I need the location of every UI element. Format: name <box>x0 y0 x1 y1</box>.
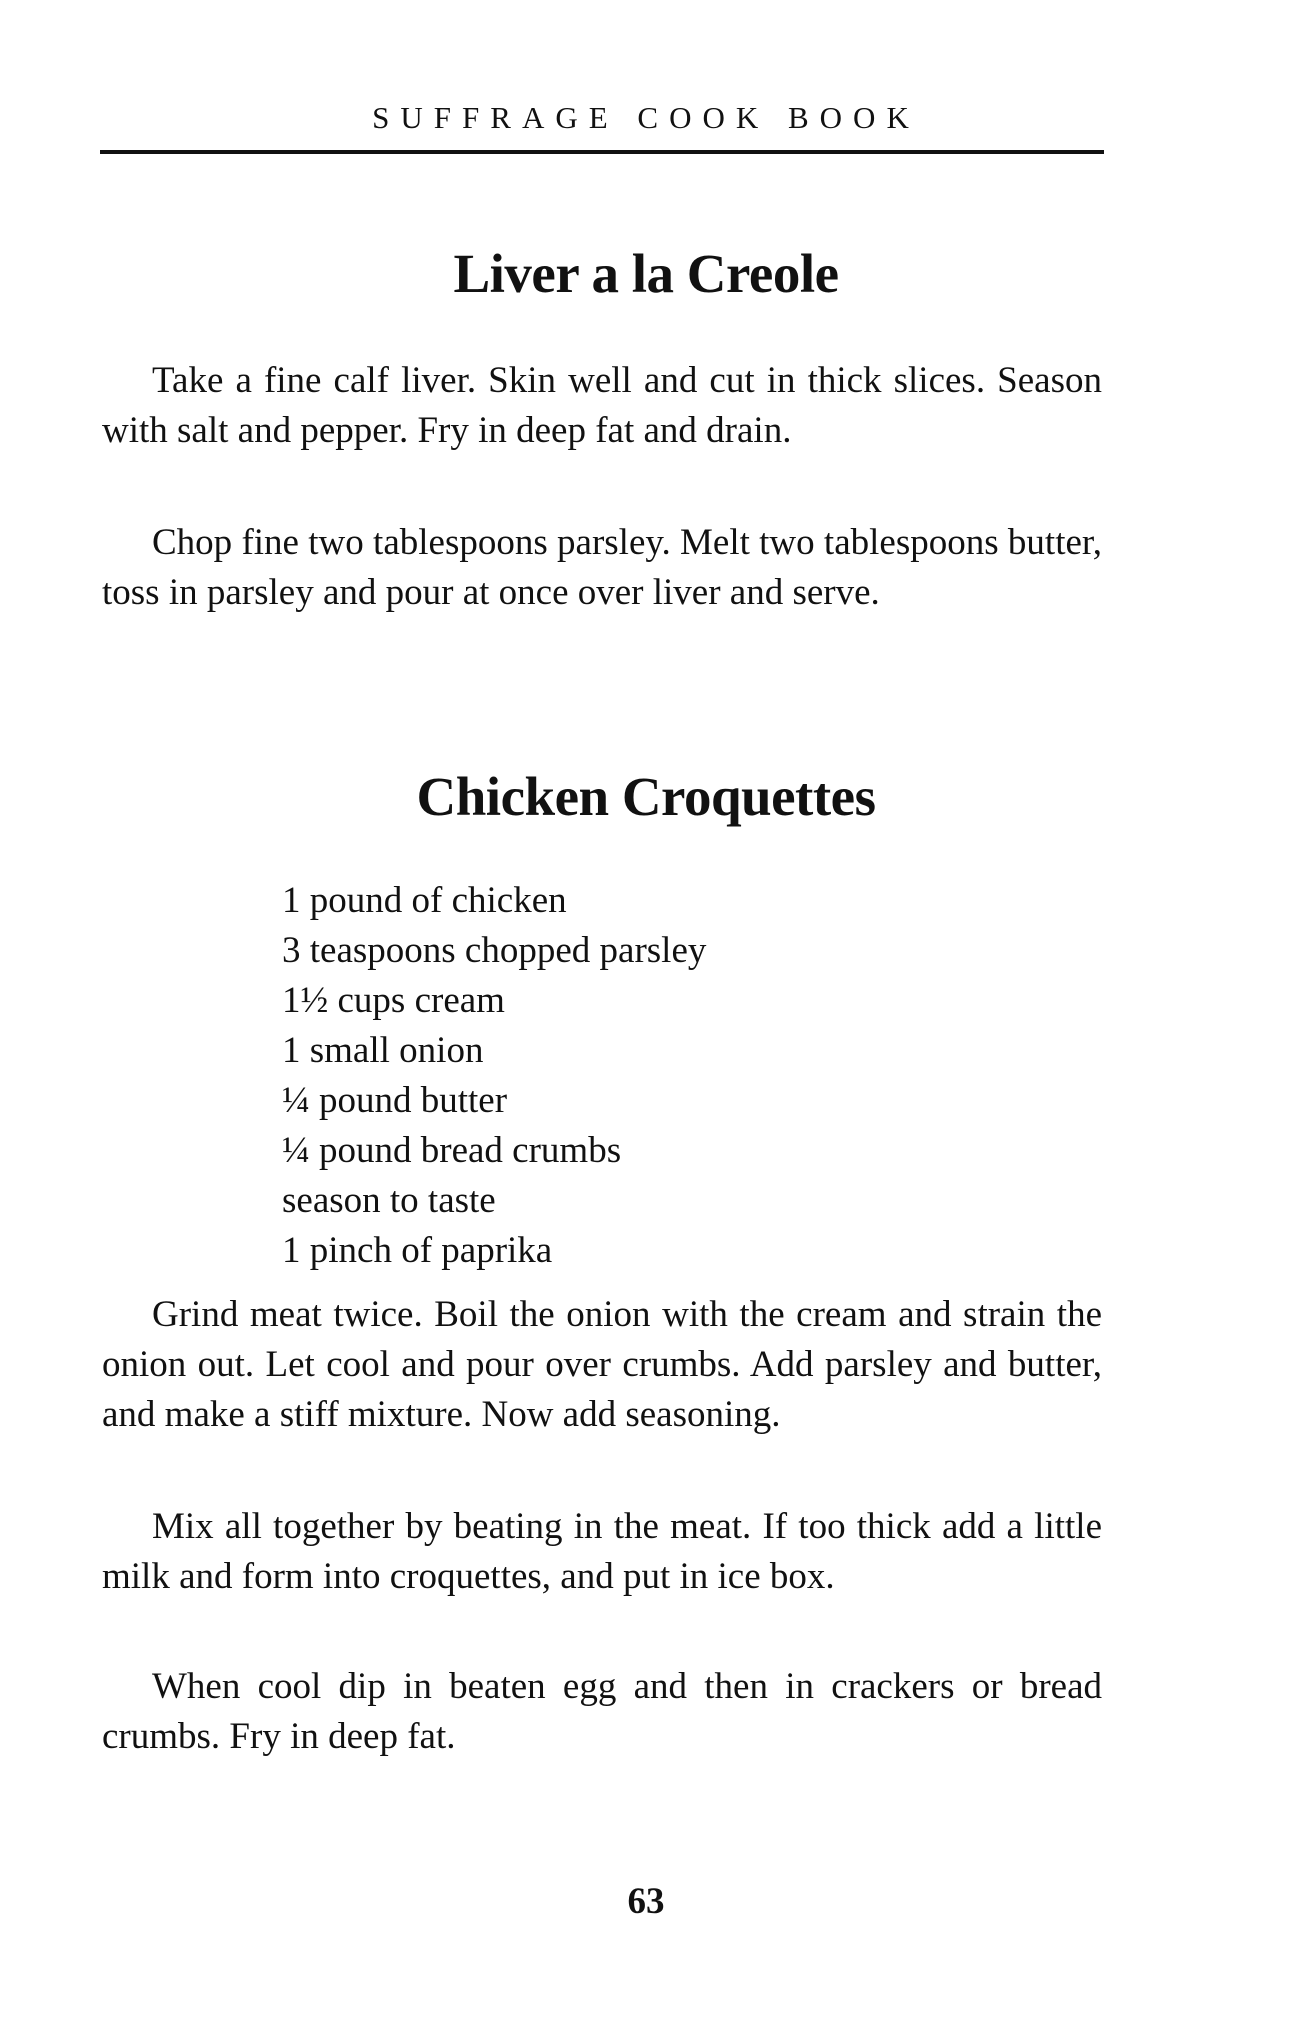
ingredient-list <box>282 876 706 1276</box>
liver-paragraph-1: Take a fine calf liver. Skin well and cut in thick slices. Season with salt and pepper. Fry in deep fat and drain. <box>102 360 1102 451</box>
ingredient-item: 1 pinch of paprika <box>282 1230 553 1271</box>
ingredient-item: 1 small onion <box>282 1030 484 1071</box>
croquettes-paragraph-3: When cool dip in beaten egg and then in crackers or bread crumbs. Fry in deep fat. <box>102 1666 1102 1757</box>
ingredient-item: ¼ pound butter <box>282 1080 508 1121</box>
ingredient-item: 1½ cups cream <box>282 980 505 1021</box>
page-number: 63 <box>627 1881 665 1922</box>
recipe-title-liver: Liver a la Creole <box>453 243 839 304</box>
croquettes-paragraph-1: Grind meat twice. Boil the onion with the cream and strain the onion out. Let cool and pour over crumbs. Add parsley and butter, and make a stiff mixture. Now add seasoning. <box>102 1294 1102 1435</box>
ingredient-item: season to taste <box>282 1180 496 1221</box>
ingredient-item: 3 teaspoons chopped parsley <box>282 930 707 971</box>
ingredient-item: ¼ pound bread crumbs <box>282 1130 622 1171</box>
running-head: SUFFRAGE COOK BOOK <box>372 100 920 135</box>
liver-paragraph-2: Chop fine two tablespoons parsley. Melt two tablespoons butter, toss in parsley and pour at once over liver and serve. <box>102 522 1102 613</box>
croquettes-paragraph-2: Mix all together by beating in the meat. If too thick add a little milk and form into croquettes, and put in ice box. <box>102 1506 1102 1597</box>
ingredient-item: 1 pound of chicken <box>282 880 567 921</box>
header-rule <box>100 150 1104 154</box>
recipe-title-croquettes: Chicken Croquettes <box>416 766 876 827</box>
